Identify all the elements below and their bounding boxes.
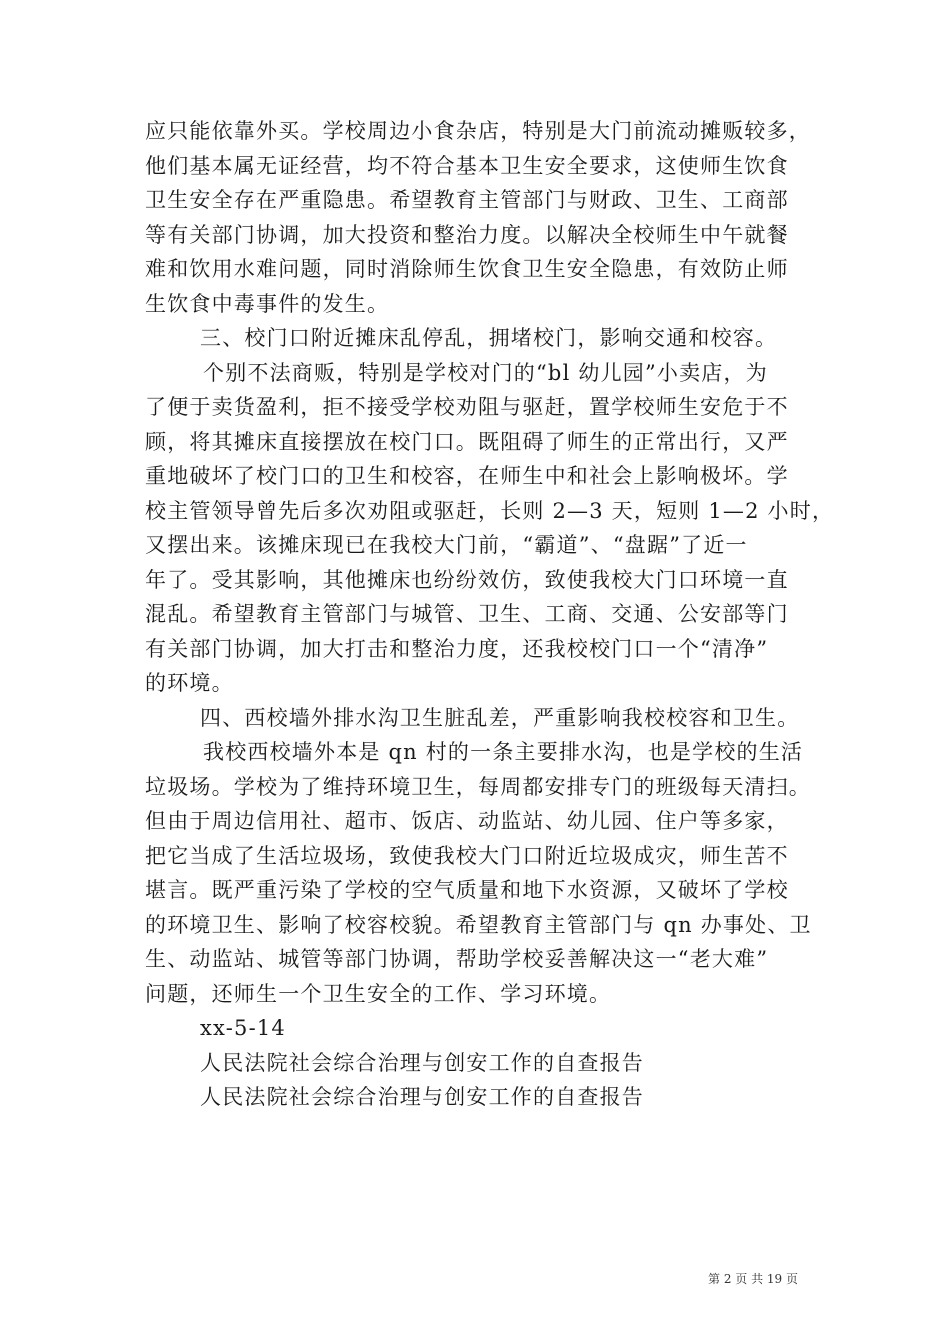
body-line: 重地破坏了校门口的卫生和校容，在师生中和社会上影响极坏。学 — [145, 464, 789, 488]
body-line: 又摆出来。该摊床现已在我校大门前，“霸道”、“盘踞”了近一 — [145, 533, 748, 557]
body-line: 有关部门协调，加大打击和整治力度，还我校校门口一个“清净” — [145, 636, 769, 661]
body-line: 了便于卖货盈利，拒不接受学校劝阻与驱赶，置学校师生安危于不 — [145, 395, 789, 419]
body-line: 我校西校墙外本是 qn 村的一条主要排水沟，也是学校的生活 — [203, 740, 804, 764]
body-line: 垃圾场。学校为了维持环境卫生，每周都安排专门的班级每天清扫。 — [145, 774, 811, 799]
body-line: 但由于周边信用社、超市、饭店、动监站、幼儿园、住户等多家， — [145, 809, 789, 833]
body-line: 生、动监站、城管等部门协调，帮助学校妥善解决这一“老大难” — [145, 947, 769, 971]
report-title: 人民法院社会综合治理与创安工作的自查报告 — [200, 1050, 644, 1075]
body-line: 的环境。 — [145, 671, 234, 695]
body-line: 应只能依靠外买。学校周边小食杂店，特别是大门前流动摊贩较多， — [145, 119, 811, 143]
body-line: 堪言。既严重污染了学校的空气质量和地下水资源，又破坏了学校 — [145, 878, 789, 902]
page-number: 第 2 页 共 19 页 — [708, 1272, 798, 1286]
section-heading: 三、校门口附近摊床乱停乱，拥堵校门，影响交通和校容。 — [200, 326, 778, 350]
body-line: 难和饮用水难问题，同时消除师生饮食卫生安全隐患，有效防止师 — [145, 257, 789, 281]
body-line: 生饮食中毒事件的发生。 — [145, 291, 390, 316]
body-line: 年了。受其影响，其他摊床也纷纷效仿，致使我校大门口环境一直 — [145, 567, 789, 592]
body-line: 校主管领导曾先后多次劝阻或驱赶，长则 2—3 天，短则 1—2 小时， — [145, 498, 835, 523]
section-heading: 四、西校墙外排水沟卫生脏乱差，严重影响我校校容和卫生。 — [200, 705, 800, 730]
body-line: 问题，还师生一个卫生安全的工作、学习环境。 — [145, 981, 612, 1006]
document-date: xx-5-14 — [200, 1016, 286, 1040]
body-line: 顾，将其摊床直接摆放在校门口。既阻碍了师生的正常出行，又严 — [145, 429, 789, 454]
body-line: 个别不法商贩，特别是学校对门的“bl 幼儿园”小卖店，为 — [203, 360, 768, 385]
body-line: 混乱。希望教育主管部门与城管、卫生、工商、交通、公安部等门 — [145, 602, 789, 626]
body-line: 等有关部门协调，加大投资和整治力度。以解决全校师生中午就餐 — [145, 222, 789, 247]
body-line: 他们基本属无证经营，均不符合基本卫生安全要求，这使师生饮食 — [145, 153, 789, 178]
document-body — [145, 114, 835, 1115]
report-title: 人民法院社会综合治理与创安工作的自查报告 — [200, 1085, 644, 1109]
body-line: 卫生安全存在严重隐患。希望教育主管部门与财政、卫生、工商部 — [145, 188, 789, 212]
body-line: 的环境卫生、影响了校容校貌。希望教育主管部门与 qn 办事处、卫 — [145, 912, 812, 937]
body-line: 把它当成了生活垃圾场，致使我校大门口附近垃圾成灾，师生苦不 — [145, 843, 789, 868]
